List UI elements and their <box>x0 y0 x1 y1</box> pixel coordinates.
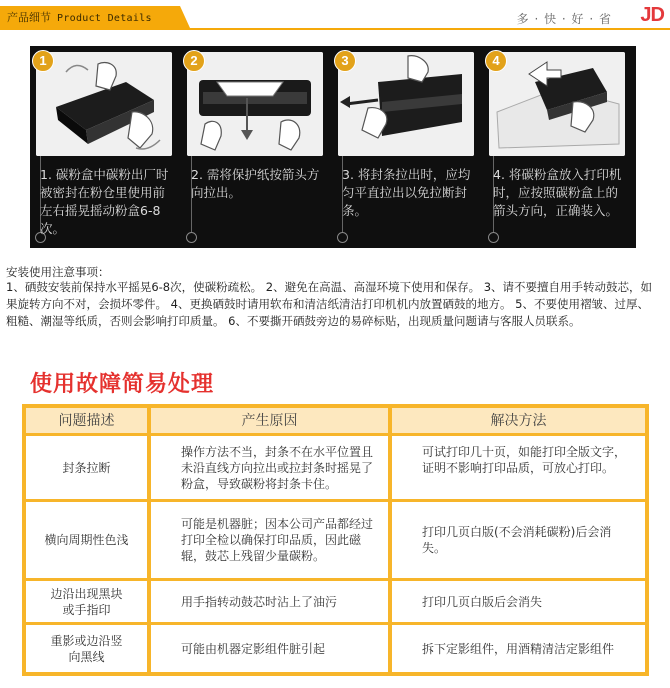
step-number-badge: 3 <box>334 50 356 72</box>
table-row-problem: 边沿出现黑块或手指印 <box>26 581 147 622</box>
table-row-cause: 操作方法不当，封条不在水平位置且未沿直线方向拉出或拉封条时摇晃了粉盒，导致碳粉将封条卡住。 <box>151 436 388 499</box>
step-1 <box>32 46 175 248</box>
step-caption: 2. 需将保护纸按箭头方向拉出。 <box>191 167 320 200</box>
table-header-problem: 问题描述 <box>26 408 147 433</box>
caption-ring <box>337 232 348 243</box>
step-2 <box>183 46 326 248</box>
step-number-badge: 1 <box>32 50 54 72</box>
caption-ring <box>488 232 499 243</box>
hands-shaking-cartridge-photo <box>36 52 172 156</box>
header-title-en: Product Details <box>57 13 152 24</box>
table-row-solution: 可试打印几十页，如能打印全版文字，证明不影响打印品质，可放心打印。 <box>392 436 645 499</box>
troubleshooting-table <box>22 404 649 676</box>
notes-body: 1、硒鼓安装前保持水平摇晃6-8次，使碳粉疏松。 2、避免在高温、高湿环境下使用和保存。 3、请不要擅自用手转动鼓芯，如果旋转方向不对，会损坏零件。 4、更换硒鼓时请用软布和清洁纸清洁打印机机内放置硒鼓的地方。 5、不要使用褶皱、过厚、粗糙、潮湿等纸质，否则会影响打印质量。 6、不要撕开硒鼓旁边的易碎标贴，出现质量问题请与客服人员联系。 <box>6 280 653 328</box>
page-header <box>0 0 670 34</box>
step-caption: 1. 碳粉盒中碳粉出厂时被密封在粉仓里使用前左右摇晃摇动粉盒6-8次。 <box>40 167 169 236</box>
step-3 <box>334 46 477 248</box>
table-row-problem: 封条拉断 <box>26 436 147 499</box>
table-row-cause: 用手指转动鼓芯时沾上了油污 <box>151 581 388 622</box>
table-row-problem: 重影或边沿竖向黑线 <box>26 625 147 672</box>
table-row-cause: 可能由机器定影组件脏引起 <box>151 625 388 672</box>
step-4 <box>485 46 628 248</box>
header-title <box>7 9 152 25</box>
table-header-solution: 解决方法 <box>392 408 645 433</box>
notes-title: 安装使用注意事项： <box>6 265 110 279</box>
table-row-solution: 打印几页白版(不会消耗碳粉)后会消失。 <box>392 502 645 578</box>
step-number-badge: 2 <box>183 50 205 72</box>
step-number-badge: 4 <box>485 50 507 72</box>
pull-seal-strip-photo <box>338 52 474 156</box>
table-row-cause: 可能是机器脏；因本公司产品都经过 打印全检以确保打印品质，因此磁辊，鼓芯上残留少量碳粉。 <box>151 502 388 578</box>
header-slogan: 多 · 快 · 好 · 省 <box>516 12 612 26</box>
insert-cartridge-photo <box>489 52 625 156</box>
header-divider <box>0 28 670 30</box>
installation-steps-panel <box>30 46 636 248</box>
caption-ring <box>186 232 197 243</box>
step-caption: 4. 将碳粉盒放入打印机时，应按照碳粉盒上的箭头方向，正确装入。 <box>493 167 622 218</box>
table-row-solution: 拆下定影组件，用酒精清洁定影组件 <box>392 625 645 672</box>
table-header-cause: 产生原因 <box>151 408 388 433</box>
jd-logo[interactable]: JD <box>640 4 664 26</box>
header-title-cn: 产品细节 <box>7 11 51 24</box>
step-caption: 3. 将封条拉出时，应均匀平直拉出以免拉断封条。 <box>342 167 471 218</box>
pull-protective-paper-photo <box>187 52 323 156</box>
troubleshooting-title: 使用故障简易处理 <box>30 372 215 397</box>
table-row-solution: 打印几页白版后会消失 <box>392 581 645 622</box>
table-row-problem: 横向周期性色浅 <box>26 502 147 578</box>
